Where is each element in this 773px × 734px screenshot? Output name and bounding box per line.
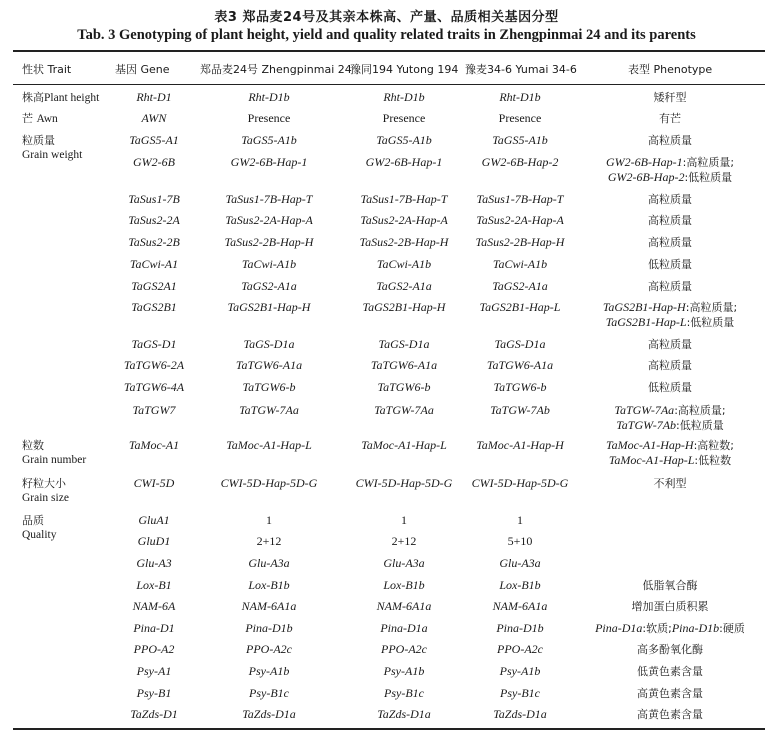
yumai-genotype-cell: TaGS-D1a — [494, 337, 546, 351]
header-zhengpinmai: 郑品麦24号 Zhengpinmai 24 — [200, 63, 352, 76]
trait-plant-height: 株高Plant height — [22, 91, 100, 104]
phenotype-cell: 增加蛋白质积累 — [631, 600, 709, 613]
yutong-genotype-cell: Psy-B1c — [384, 686, 424, 700]
yutong-genotype-cell: TaGS2-A1a — [376, 279, 432, 293]
yumai-genotype-cell: TaGS5-A1b — [492, 133, 548, 147]
gene-cell: TaGS5-A1 — [129, 133, 179, 147]
gene-cell: PPO-A2 — [133, 642, 175, 656]
yutong-genotype-cell: TaGS2B1-Hap-H — [362, 300, 446, 314]
header-trait: 性状 Trait — [22, 63, 72, 76]
yumai-genotype-cell: TaSus2-2B-Hap-H — [475, 235, 565, 249]
zhengpinmai-genotype-cell: Psy-A1b — [248, 664, 290, 678]
gene-cell: TaTGW6-4A — [123, 380, 185, 394]
trait-grain-size: 籽粒大小 Grain size — [22, 477, 69, 504]
zhengpinmai-genotype-cell: TaTGW6-A1a — [235, 358, 303, 372]
table-title-cn: 表3 郑品麦24号及其亲本株高、产量、品质相关基因分型 — [214, 10, 559, 25]
yumai-genotype-cell: TaGS2-A1a — [492, 279, 548, 293]
yumai-genotype-cell: CWI-5D-Hap-5D-G — [471, 476, 569, 490]
yumai-genotype-cell: TaTGW-7Ab — [490, 403, 550, 417]
yutong-genotype-cell: TaSus2-2A-Hap-A — [360, 213, 448, 227]
phenotype-cell: 高粒质量 — [648, 280, 692, 293]
gene-cell: Lox-B1 — [136, 578, 172, 592]
zhengpinmai-genotype-cell: GW2-6B-Hap-1 — [230, 155, 308, 169]
gene-cell: TaZds-D1 — [130, 707, 178, 721]
yutong-genotype-cell: TaTGW-7Aa — [374, 403, 434, 417]
zhengpinmai-genotype-cell: TaGS5-A1b — [241, 133, 297, 147]
gene-cell: NAM-6A — [132, 599, 176, 613]
zhengpinmai-genotype-cell: Psy-B1c — [249, 686, 289, 700]
gene-cell: TaGS2B1 — [131, 300, 177, 314]
trait-grain-number: 粒数 Grain number — [22, 439, 87, 466]
yumai-genotype-cell: Pina-D1b — [496, 621, 544, 635]
zhengpinmai-genotype-cell: Glu-A3a — [248, 556, 290, 570]
gene-cell: TaTGW7 — [132, 403, 176, 417]
yutong-genotype-cell: Rht-D1b — [383, 90, 425, 104]
zhengpinmai-genotype-cell: TaSus2-2A-Hap-A — [225, 213, 313, 227]
yumai-genotype-cell: NAM-6A1a — [492, 599, 548, 613]
zhengpinmai-genotype-cell: TaTGW-7Aa — [239, 403, 299, 417]
yutong-genotype-cell: TaCwi-A1b — [376, 257, 432, 271]
yutong-genotype-cell: NAM-6A1a — [376, 599, 432, 613]
zhengpinmai-genotype-cell: TaGS2-A1a — [241, 279, 297, 293]
gene-cell: TaCwi-A1 — [129, 257, 179, 271]
gene-cell: Pina-D1 — [133, 621, 175, 635]
gene-cell: AWN — [141, 111, 167, 125]
trait-awn: 芒 Awn — [22, 112, 58, 125]
yumai-genotype-cell: TaTGW6-A1a — [486, 358, 554, 372]
yutong-genotype-cell: TaGS5-A1b — [376, 133, 432, 147]
phenotype-cell: 高黄色素含量 — [637, 687, 703, 700]
yumai-genotype-cell: Lox-B1b — [499, 578, 541, 592]
phenotype-cell: 不利型 — [653, 477, 687, 490]
phenotype-cell: 矮秆型 — [653, 91, 687, 104]
gene-cell: GluD1 — [137, 534, 171, 548]
yutong-genotype-cell: Lox-B1b — [383, 578, 425, 592]
trait-quality: 品质 Quality — [22, 514, 57, 541]
header-phenotype: 表型 Phenotype — [628, 63, 713, 76]
header-yutong: 豫同194 Yutong 194 — [350, 63, 459, 76]
gene-cell: CWI-5D — [133, 476, 175, 490]
gene-cell: TaGS2A1 — [131, 279, 177, 293]
yumai-genotype-cell: TaSus1-7B-Hap-T — [476, 192, 564, 206]
gene-cell: TaSus2-2B — [128, 235, 180, 249]
zhengpinmai-genotype-cell: TaGS-D1a — [243, 337, 295, 351]
yutong-genotype-cell: TaGS-D1a — [378, 337, 430, 351]
phenotype-cell: 低粒质量 — [648, 258, 692, 271]
phenotype-cell: 高粒质量 — [648, 134, 692, 147]
yumai-genotype-cell: GW2-6B-Hap-2 — [481, 155, 559, 169]
yumai-genotype-cell: Glu-A3a — [499, 556, 541, 570]
yutong-genotype-cell: TaTGW6-b — [377, 380, 431, 394]
yutong-genotype-cell: TaSus2-2B-Hap-H — [359, 235, 449, 249]
yumai-genotype-cell: Psy-A1b — [499, 664, 541, 678]
zhengpinmai-genotype-cell: Pina-D1b — [245, 621, 293, 635]
yutong-genotype-cell: GW2-6B-Hap-1 — [365, 155, 443, 169]
gene-cell: Psy-B1 — [136, 686, 172, 700]
table-bottom-rule — [13, 728, 765, 730]
table-header-rule — [13, 84, 765, 85]
gene-cell: Rht-D1 — [136, 90, 172, 104]
yutong-genotype-cell: TaMoc-A1-Hap-L — [361, 438, 447, 452]
zhengpinmai-genotype-cell: TaSus1-7B-Hap-T — [225, 192, 313, 206]
phenotype-cell: 高黄色素含量 — [637, 708, 703, 721]
yutong-genotype-cell: Pina-D1a — [380, 621, 428, 635]
yutong-genotype-cell: Psy-A1b — [383, 664, 425, 678]
phenotype-cell: 低粒质量 — [648, 381, 692, 394]
gene-cell: TaSus1-7B — [128, 192, 180, 206]
phenotype-cell: 低脂氧合酶 — [642, 579, 698, 592]
yutong-genotype-cell: Glu-A3a — [383, 556, 425, 570]
table-top-rule — [13, 50, 765, 52]
phenotype-cell: TaMoc-A1-Hap-H:高粒数; TaMoc-A1-Hap-L:低粒数 — [606, 438, 734, 467]
yumai-genotype-cell: TaGS2B1-Hap-L — [479, 300, 561, 314]
yumai-genotype-cell: PPO-A2c — [497, 642, 543, 656]
gene-cell: Psy-A1 — [136, 664, 172, 678]
zhengpinmai-genotype-cell: TaZds-D1a — [242, 707, 296, 721]
zhengpinmai-genotype-cell: TaSus2-2B-Hap-H — [224, 235, 314, 249]
zhengpinmai-genotype-cell: Presence — [247, 111, 291, 125]
phenotype-cell: TaGS2B1-Hap-H:高粒质量; TaGS2B1-Hap-L:低粒质量 — [602, 300, 738, 329]
yumai-genotype-cell: 5+10 — [507, 534, 533, 548]
zhengpinmai-genotype-cell: TaGS2B1-Hap-H — [227, 300, 311, 314]
zhengpinmai-genotype-cell: PPO-A2c — [246, 642, 292, 656]
phenotype-cell: 高粒质量 — [648, 236, 692, 249]
header-gene: 基因 Gene — [115, 63, 170, 76]
phenotype-cell: 高粒质量 — [648, 214, 692, 227]
yumai-genotype-cell: Presence — [498, 111, 542, 125]
yumai-genotype-cell: TaSus2-2A-Hap-A — [476, 213, 564, 227]
gene-cell: TaGS-D1 — [131, 337, 177, 351]
phenotype-cell: 高粒质量 — [648, 193, 692, 206]
yumai-genotype-cell: TaZds-D1a — [493, 707, 547, 721]
yumai-genotype-cell: TaTGW6-b — [493, 380, 547, 394]
zhengpinmai-genotype-cell: TaTGW6-b — [242, 380, 296, 394]
phenotype-cell: GW2-6B-Hap-1:高粒质量; GW2-6B-Hap-2:低粒质量 — [605, 155, 735, 184]
gene-cell: Glu-A3 — [136, 556, 172, 570]
zhengpinmai-genotype-cell: Rht-D1b — [248, 90, 290, 104]
gene-cell: GW2-6B — [133, 155, 175, 169]
zhengpinmai-genotype-cell: Lox-B1b — [248, 578, 290, 592]
yutong-genotype-cell: CWI-5D-Hap-5D-G — [355, 476, 453, 490]
yutong-genotype-cell: Presence — [382, 111, 426, 125]
yutong-genotype-cell: TaSus1-7B-Hap-T — [360, 192, 448, 206]
yumai-genotype-cell: TaCwi-A1b — [492, 257, 548, 271]
zhengpinmai-genotype-cell: CWI-5D-Hap-5D-G — [220, 476, 318, 490]
yutong-genotype-cell: TaTGW6-A1a — [370, 358, 438, 372]
phenotype-cell: 低黄色素含量 — [637, 665, 703, 678]
yumai-genotype-cell: TaMoc-A1-Hap-H — [476, 438, 564, 452]
zhengpinmai-genotype-cell: TaCwi-A1b — [241, 257, 297, 271]
header-yumai: 豫麦34-6 Yumai 34-6 — [465, 63, 577, 76]
yutong-genotype-cell: 1 — [401, 513, 407, 527]
zhengpinmai-genotype-cell: 2+12 — [256, 534, 282, 548]
phenotype-cell: 高多酚氧化酶 — [637, 643, 703, 656]
yumai-genotype-cell: Psy-B1c — [500, 686, 540, 700]
zhengpinmai-genotype-cell: 1 — [266, 513, 272, 527]
phenotype-cell: 高粒质量 — [648, 338, 692, 351]
gene-cell: GluA1 — [138, 513, 170, 527]
yutong-genotype-cell: 2+12 — [391, 534, 417, 548]
yutong-genotype-cell: PPO-A2c — [381, 642, 427, 656]
gene-cell: TaTGW6-2A — [123, 358, 185, 372]
phenotype-cell: 有芒 — [659, 112, 681, 125]
phenotype-cell: 高粒质量 — [648, 359, 692, 372]
table-title-en: Tab. 3 Genotyping of plant height, yield and quality related traits in Zhengpinmai 24 and its parents — [77, 27, 696, 43]
zhengpinmai-genotype-cell: NAM-6A1a — [241, 599, 297, 613]
phenotype-cell: Pina-D1a:软质;Pina-D1b:硬质 — [595, 621, 745, 635]
yumai-genotype-cell: 1 — [517, 513, 523, 527]
phenotype-cell: TaTGW-7Aa:高粒质量; TaTGW-7Ab:低粒质量 — [614, 403, 726, 432]
gene-cell: TaSus2-2A — [128, 213, 180, 227]
trait-grain-weight: 粒质量 Grain weight — [22, 134, 83, 161]
gene-cell: TaMoc-A1 — [128, 438, 180, 452]
zhengpinmai-genotype-cell: TaMoc-A1-Hap-L — [226, 438, 312, 452]
yumai-genotype-cell: Rht-D1b — [499, 90, 541, 104]
yutong-genotype-cell: TaZds-D1a — [377, 707, 431, 721]
